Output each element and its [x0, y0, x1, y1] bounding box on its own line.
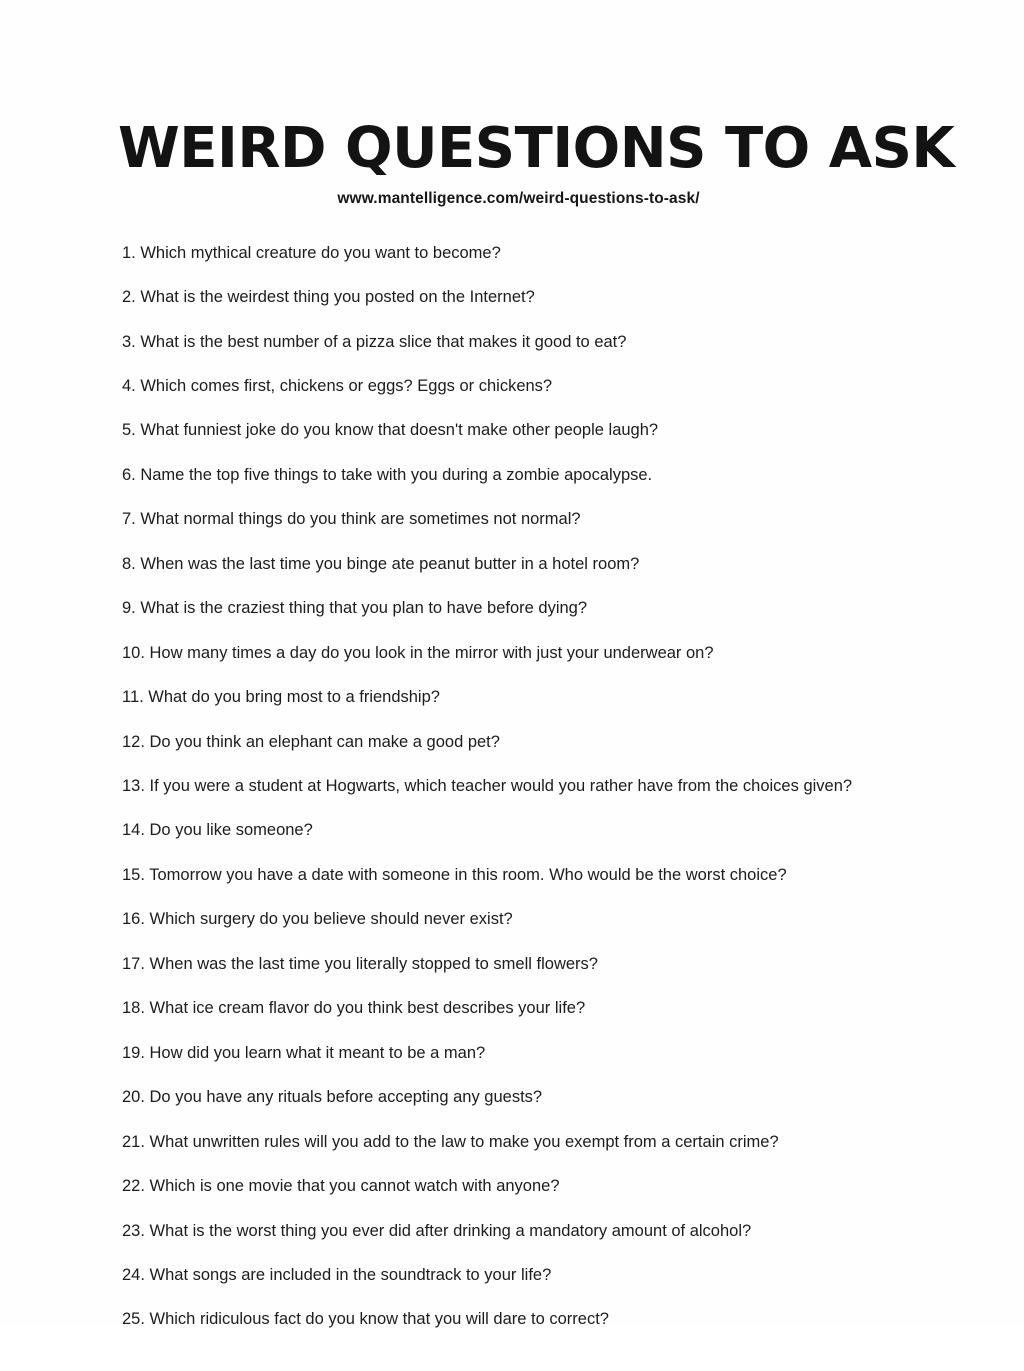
list-item: 8. When was the last time you binge ate peanut butter in a hotel room?	[122, 554, 640, 573]
list-item: 14. Do you like someone?	[122, 821, 313, 840]
questions-list	[118, 242, 919, 1331]
list-item: 4. Which comes first, chickens or eggs? Eggs or chickens?	[122, 376, 553, 395]
list-item: 24. What songs are included in the soundtrack to your life?	[122, 1266, 552, 1285]
list-item: 21. What unwritten rules will you add to the law to make you exempt from a certain crime?	[122, 1132, 779, 1151]
list-item: 11. What do you bring most to a friendship?	[122, 688, 440, 707]
list-item: 23. What is the worst thing you ever did after drinking a mandatory amount of alcohol?	[122, 1221, 752, 1240]
list-item: 1. Which mythical creature do you want to become?	[122, 243, 501, 262]
list-item: 20. Do you have any rituals before accepting any guests?	[122, 1088, 543, 1107]
list-item: 5. What funniest joke do you know that doesn't make other people laugh?	[122, 421, 659, 440]
list-item: 3. What is the best number of a pizza slice that makes it good to eat?	[122, 332, 627, 351]
page-title: WEIRD QUESTIONS TO ASK	[118, 116, 955, 181]
list-item: 25. Which ridiculous fact do you know that you will dare to correct?	[122, 1310, 609, 1329]
list-item: 16. Which surgery do you believe should never exist?	[122, 910, 513, 929]
list-item: 6. Name the top five things to take with you during a zombie apocalypse.	[122, 465, 653, 484]
list-item: 19. How did you learn what it meant to be a man?	[122, 1043, 486, 1062]
list-item: 10. How many times a day do you look in the mirror with just your underwear on?	[122, 643, 714, 662]
list-item: 2. What is the weirdest thing you posted on the Internet?	[122, 288, 535, 307]
list-item: 7. What normal things do you think are sometimes not normal?	[122, 510, 581, 529]
list-item: 13. If you were a student at Hogwarts, which teacher would you rather have from the choices given?	[122, 777, 853, 796]
list-item: 22. Which is one movie that you cannot watch with anyone?	[122, 1177, 560, 1196]
list-item: 17. When was the last time you literally stopped to smell flowers?	[122, 954, 598, 973]
list-item: 12. Do you think an elephant can make a good pet?	[122, 732, 500, 751]
list-item: 15. Tomorrow you have a date with someone in this room. Who would be the worst choice?	[122, 865, 787, 884]
list-item: 18. What ice cream flavor do you think best describes your life?	[122, 999, 586, 1018]
source-url: www.mantelligence.com/weird-questions-to-ask/	[337, 189, 700, 207]
list-item: 9. What is the craziest thing that you plan to have before dying?	[122, 599, 588, 618]
